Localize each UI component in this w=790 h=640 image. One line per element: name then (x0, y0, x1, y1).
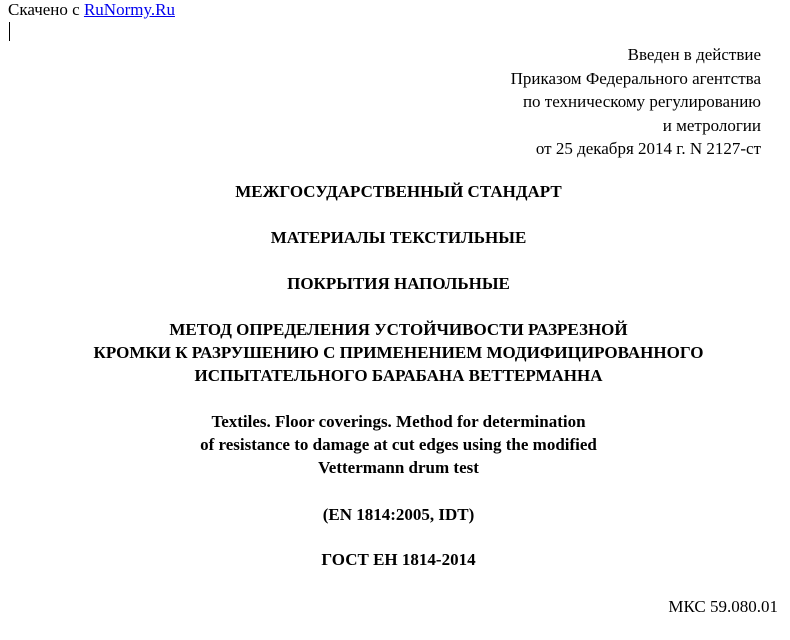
classification-code: МКС 59.080.01 (668, 597, 778, 616)
title-part-3-line: КРОМКИ К РАЗРУШЕНИЮ С ПРИМЕНЕНИЕМ МОДИФИЦИРОВАННОГО (93, 343, 704, 362)
standard-designation: ГОСТ ЕН 1814-2014 (321, 550, 476, 569)
intro-line: Введен в действие (627, 45, 761, 64)
intro-line: от 25 декабря 2014 г. N 2127-ст (535, 139, 761, 158)
title-english-line: Textiles. Floor coverings. Method for determination (211, 412, 586, 431)
source-line (8, 0, 175, 20)
source-link[interactable]: RuNormy.Ru (83, 0, 175, 19)
title-part-1: МАТЕРИАЛЫ ТЕКСТИЛЬНЫЕ (270, 228, 527, 247)
title-part-2: ПОКРЫТИЯ НАПОЛЬНЫЕ (287, 274, 510, 293)
text-cursor (9, 22, 10, 41)
title-english-line: Vettermann drum test (318, 458, 479, 477)
title-part-3-line: ИСПЫТАТЕЛЬНОГО БАРАБАНА ВЕТТЕРМАННА (194, 366, 603, 385)
introduction-block (511, 43, 761, 161)
title-part-3-line: МЕТОД ОПРЕДЕЛЕНИЯ УСТОЙЧИВОСТИ РАЗРЕЗНОЙ (169, 320, 628, 339)
title-part-3 (0, 318, 790, 387)
intro-line: и метрологии (662, 115, 761, 135)
source-prefix: Скачено с (8, 0, 84, 19)
intro-line: Приказом Федерального агентства (510, 68, 761, 88)
standard-type: МЕЖГОСУДАРСТВЕННЫЙ СТАНДАРТ (235, 182, 562, 201)
intro-line: по техническому регулированию (522, 92, 761, 111)
title-english (0, 410, 790, 479)
title-english-line: of resistance to damage at cut edges using the modified (200, 435, 597, 454)
reference-standard: (EN 1814:2005, IDT) (322, 505, 475, 524)
